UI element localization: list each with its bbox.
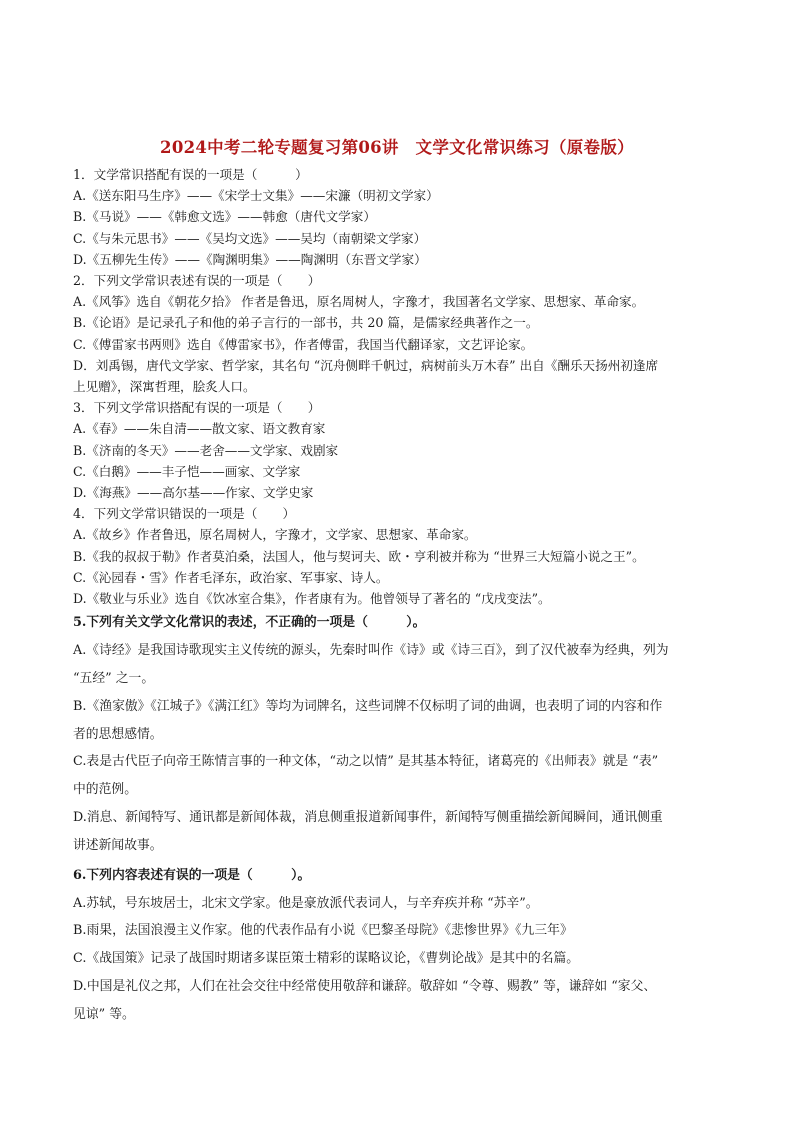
- option-b: B.《渔家傲》《江城子》《满江红》等均为词牌名，这些词牌不仅标明了词的曲调，也表明了词的内容和作: [73, 698, 663, 714]
- option-d: D．刘禹锡，唐代文学家、哲学家，其名句 “沉舟侧畔千帆过，病树前头万木春” 出自《酬乐天扬州初逢席: [73, 357, 659, 373]
- question-stem: 4．下列文学常识错误的一项是（ ）: [73, 506, 296, 522]
- option-d: D.中国是礼仪之邦，人们在社会交往中经常使用敬辞和谦辞。敬辞如 “令尊、赐教” 等，谦辞如 “家父、: [73, 979, 657, 995]
- option-d-continued: 讲述新闻故事。: [73, 837, 163, 853]
- option-a-continued: “五经” 之一。: [73, 671, 155, 687]
- option-b: B.《我的叔叔于勒》作者莫泊桑，法国人，他与契诃夫、欧・亨利被并称为 “世界三大短篇小说之王”。: [73, 548, 645, 564]
- option-a: A.《诗经》是我国诗歌现实主义传统的源头，先秦时叫作《诗》或《诗三百》，到了汉代被奉为经典，列为: [73, 643, 669, 659]
- question-1: [73, 164, 729, 270]
- option-c: C.《战国策》记录了战国时期诸多谋臣策士精彩的谋略议论，《曹刿论战》是其中的名篇。: [73, 951, 580, 967]
- page-title: 2024中考二轮专题复习第06讲 文学文化常识练习（原卷版）: [160, 138, 634, 157]
- option-a: A.《春》——朱自清——散文家、语文教育家: [73, 421, 326, 437]
- question-2: [73, 270, 729, 397]
- question-stem: 1．文学常识搭配有误的一项是（ ）: [73, 167, 308, 182]
- option-a: A.《风筝》选自《朝花夕拾》 作者是鲁迅，原名周树人，字豫才，我国著名文学家、思想家、革命家。: [73, 294, 645, 310]
- option-b: B.雨果，法国浪漫主义作家。他的代表作品有小说《巴黎圣母院》《悲惨世界》《九三年》: [73, 923, 573, 939]
- option-c: C.《沁园春・雪》作者毛泽东，政治家、军事家、诗人。: [73, 569, 389, 585]
- option-c-continued: 中的范例。: [73, 782, 137, 798]
- option-d: D.《海燕》——高尔基——作家、文学史家: [73, 485, 314, 501]
- option-b: B.《马说》——《韩愈文选》——韩愈（唐代文学家）: [73, 209, 376, 225]
- option-d: D.《五柳先生传》——《陶渊明集》——陶渊明（东晋文学家）: [73, 251, 427, 267]
- option-a: A.苏轼，号东坡居士，北宋文学家。他是豪放派代表词人，与辛弃疾并称 “苏辛”。: [73, 895, 539, 911]
- question-stem: 2．下列文学常识表述有误的一项是（ ）: [73, 273, 321, 289]
- option-d-continued: 见谅” 等。: [73, 1006, 135, 1022]
- option-c: C.《傅雷家书两则》选自《傅雷家书》，作者傅雷，我国当代翻译家，文艺评论家。: [73, 336, 534, 352]
- option-d-continued: 上见赠》，深寓哲理，脍炙人口。: [73, 379, 256, 395]
- option-d: D.《敬业与乐业》选自《饮冰室合集》，作者康有为。他曾领导了著名的 “戊戌变法”。: [73, 591, 551, 607]
- document-body: [73, 164, 729, 1029]
- question-4: [73, 503, 729, 609]
- option-a: A.《送东阳马生序》——《宋学士文集》——宋濂（明初文学家）: [73, 188, 439, 204]
- question-6: [73, 864, 729, 1029]
- option-d: D.消息、新闻特写、通讯都是新闻体裁，消息侧重报道新闻事件，新闻特写侧重描绘新闻瞬间，通讯侧重: [73, 810, 663, 826]
- option-b: B.《济南的冬天》——老舍——文学家、戏剧家: [73, 442, 339, 458]
- option-a: A.《故乡》作者鲁迅，原名周树人，字豫才，文学家、思想家、革命家。: [73, 527, 477, 543]
- question-3: [73, 397, 729, 503]
- option-c: C.《与朱元思书》——《吴均文选》——吴均（南朝梁文学家）: [73, 230, 427, 246]
- option-b-continued: 者的思想感情。: [73, 726, 163, 742]
- option-c: C.表是古代臣子向帝王陈情言事的一种文体，“动之以情” 是其基本特征，诸葛亮的《出师表》就是 “表”: [73, 754, 659, 770]
- question-5: [73, 611, 729, 859]
- option-b: B.《论语》是记录孔子和他的弟子言行的一部书，共 20 篇，是儒家经典著作之一。: [73, 315, 539, 331]
- option-c: C.《白鹅》——丰子恺——画家、文学家: [73, 463, 301, 479]
- question-stem: 5.下列有关文学文化常识的表述，不正确的一项是（ ）。: [73, 615, 426, 631]
- question-stem: 3．下列文学常识搭配有误的一项是（ ）: [73, 400, 321, 416]
- question-stem: 6.下列内容表述有误的一项是（ ）。: [73, 867, 311, 883]
